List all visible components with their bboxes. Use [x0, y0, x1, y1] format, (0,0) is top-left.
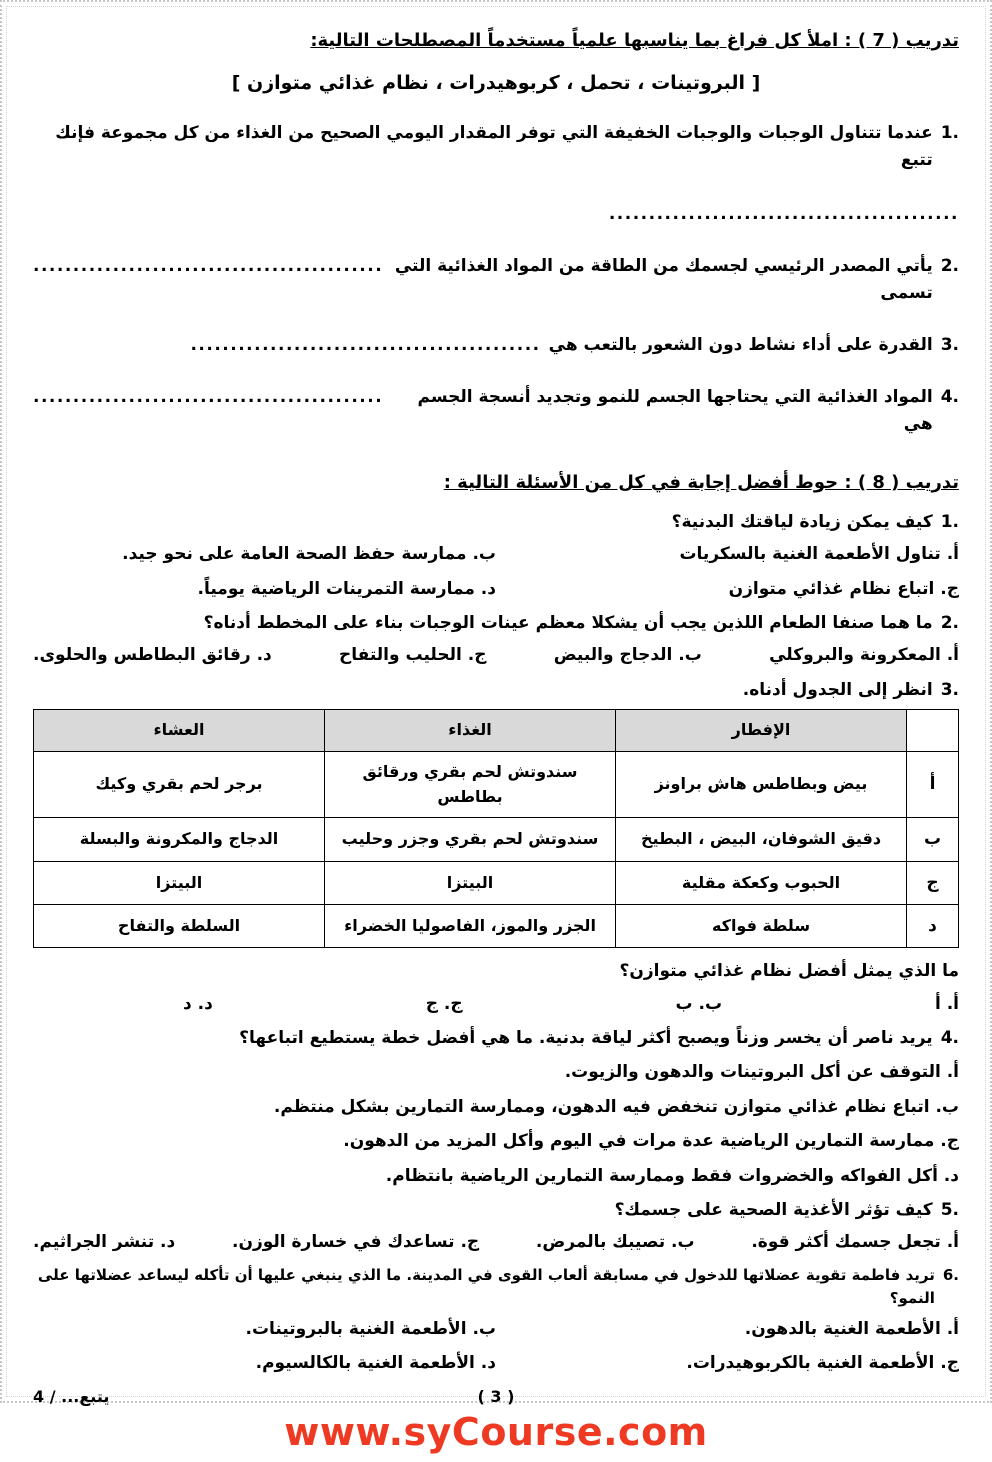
q5-option-a: أ. تجعل جسمك أكثر قوة. [751, 1232, 959, 1253]
cell-dinner: برجر لحم بقري وكيك [34, 751, 325, 818]
cell-lunch: الجزر والموز، الفاصوليا الخضراء [325, 905, 616, 948]
cell-dinner: السلطة والتفاح [34, 905, 325, 948]
q6-option-b: ب. الأطعمة الغنية بالبروتينات. [245, 1319, 496, 1340]
fill-item-2 [33, 253, 959, 306]
exercise8-section [33, 463, 959, 1385]
question-text: ما هما صنفا الطعام اللذين يجب أن يشكلا معظم عينات الوجبات بناء على المخطط أدناه؟ [203, 613, 933, 633]
q1-option-c: ج. اتباع نظام غذائي متوازن [728, 578, 959, 599]
question-4 [33, 1025, 959, 1051]
tq-option-b: ب. ب [675, 993, 723, 1014]
blank-line: ............................................ [190, 335, 541, 356]
question-2 [33, 610, 959, 636]
meals-table [33, 709, 959, 948]
exercise7-section [33, 23, 959, 463]
cell-dinner: البيتزا [34, 861, 325, 904]
fill-item-1 [33, 120, 959, 227]
q5-options [33, 1229, 959, 1255]
question-3 [33, 677, 959, 703]
table-corner-cell [907, 710, 959, 752]
column-lunch: الغذاء [325, 710, 616, 752]
question-number: 6. [942, 1265, 959, 1284]
row-label: ج [907, 861, 959, 904]
q6-option-a: أ. الأطعمة الغنية بالدهون. [744, 1319, 959, 1340]
q1-option-b: ب. ممارسة حفظ الصحة العامة على نحو جيد. [122, 544, 496, 565]
q4-option-d: د. أكل الفواكه والخضروات فقط وممارسة التمارين الرياضية بانتظام. [385, 1165, 959, 1186]
question-number: 3. [940, 679, 959, 700]
footer [33, 1385, 959, 1454]
fill-item-3 [33, 332, 959, 358]
watermark-site-name: www.syCourse.com [284, 1409, 708, 1454]
question-text: كيف يمكن زيادة لياقتك البدنية؟ [671, 511, 933, 532]
tq-option-a: أ. أ [934, 993, 959, 1014]
question-number: 1. [940, 511, 959, 532]
row-label: د [907, 905, 959, 948]
cell-breakfast: سلطة فواكه [616, 905, 907, 948]
question-number: 4. [940, 1028, 959, 1049]
exercise7-title: تدريب ( 7 ) : املأ كل فراغ بما يناسبها علمياً مستخدماً المصطلحات التالية: [310, 30, 959, 51]
table-row [34, 905, 959, 948]
tq-option-d: د. د [183, 993, 213, 1014]
exercise7-term-bank: [ البروتينات ، تحمل ، كربوهيدرات ، نظام غذائي متوازن ] [231, 71, 761, 94]
question-text: كيف تؤثر الأغذية الصحية على جسمك؟ [614, 1199, 933, 1220]
table-row [34, 751, 959, 818]
q2-option-d: د. رقائق البطاطس والحلوى. [33, 645, 272, 666]
q1-options-row-1 [33, 541, 959, 567]
exercise8-title: تدريب ( 8 ) : حوط أفضل إجابة في كل من الأسئلة التالية : [443, 472, 959, 494]
q5-option-c: ج. تساعدك في خسارة الوزن. [231, 1232, 480, 1253]
table-question-options [33, 991, 959, 1017]
table-header-row [34, 710, 959, 752]
blank-line: ............................................ [33, 256, 384, 277]
question-text: يريد ناصر أن يخسر وزناً ويصبح أكثر لياقة بدنية. ما هي أفضل خطة يستطيع اتباعها؟ [239, 1028, 933, 1049]
column-breakfast: الإفطار [616, 710, 907, 752]
cell-breakfast: دقيق الشوفان، البيض ، البطيخ [616, 818, 907, 861]
table-row [34, 861, 959, 904]
q6-option-c: ج. الأطعمة الغنية بالكربوهيدرات. [686, 1353, 959, 1374]
item-number: 2. [940, 256, 959, 277]
q6-option-d: د. الأطعمة الغنية بالكالسيوم. [255, 1353, 496, 1374]
row-label: أ [907, 751, 959, 818]
q2-option-c: ج. الحليب والتفاح [338, 645, 487, 666]
item-text: المواد الغذائية التي يحتاجها الجسم للنمو وتجديد أنسجة الجسم هي [417, 387, 933, 434]
q6-options-row-2 [33, 1350, 959, 1376]
question-1 [33, 509, 959, 535]
blank-line: ............................................ [608, 204, 959, 225]
q5-option-b: ب. تصيبك بالمرض. [535, 1232, 695, 1253]
page-number: ( 3 ) [477, 1386, 515, 1406]
q1-option-a: أ. تناول الأطعمة الغنية بالسكريات [679, 544, 959, 565]
question-5 [33, 1197, 959, 1223]
q2-option-b: ب. الدجاج والبيض [553, 645, 702, 666]
question-number: 5. [940, 1199, 959, 1220]
cell-lunch: سندوتش لحم بقري ورقائق بطاطس [325, 751, 616, 818]
cell-lunch: البيتزا [325, 861, 616, 904]
table-row [34, 818, 959, 861]
q4-option-b: ب. اتباع نظام غذائي متوازن تنخفض فيه الدهون، وممارسة التمارين بشكل منتظم. [273, 1096, 959, 1117]
question-text: تريد فاطمة تقوية عضلاتها للدخول في مسابقة ألعاب القوى في المدينة. ما الذي ينبغي عليها أن تأكله ليساعد عضلاتها على النمو؟ [37, 1265, 935, 1307]
item-text: القدرة على أداء نشاط دون الشعور بالتعب هي [548, 335, 933, 356]
blank-line: ............................................ [33, 387, 384, 408]
table-question: ما الذي يمثل أفضل نظام غذائي متوازن؟ [619, 961, 959, 982]
q1-option-d: د. ممارسة التمرينات الرياضية يومياً. [197, 578, 496, 599]
item-number: 1. [940, 123, 959, 144]
continuation-note: يتبع... / 4 [33, 1386, 110, 1406]
question-text: انظر إلى الجدول أدناه. [742, 679, 933, 700]
q2-options [33, 642, 959, 668]
q2-option-a: أ. المعكرونة والبروكلي [769, 645, 959, 666]
cell-dinner: الدجاج والمكرونة والبسلة [34, 818, 325, 861]
row-label: ب [907, 818, 959, 861]
item-text: يأتي المصدر الرئيسي لجسمك من الطاقة من المواد الغذائية التي تسمى [394, 256, 933, 303]
fill-item-4 [33, 384, 959, 437]
q5-option-d: د. تنشر الجراثيم. [33, 1232, 176, 1253]
item-text: عندما تتناول الوجبات والوجبات الخفيفة التي توفر المقدار اليومي الصحيح من الغذاء من كل مجموعة فإنك تتبع [55, 123, 933, 170]
cell-breakfast: بيض وبطاطس هاش براونز [616, 751, 907, 818]
item-number: 4. [940, 387, 959, 408]
item-number: 3. [940, 335, 959, 356]
q4-option-c: ج. ممارسة التمارين الرياضية عدة مرات في اليوم وأكل المزيد من الدهون. [343, 1131, 959, 1152]
cell-lunch: سندوتش لحم بقري وجزر وحليب [325, 818, 616, 861]
question-6 [33, 1264, 959, 1311]
q6-options-row-1 [33, 1316, 959, 1342]
column-dinner: العشاء [34, 710, 325, 752]
tq-option-c: ج. ج [425, 993, 463, 1014]
q1-options-row-2 [33, 576, 959, 602]
question-number: 2. [940, 613, 959, 633]
page-content [6, 6, 986, 1454]
cell-breakfast: الحبوب وكعكة مقلية [616, 861, 907, 904]
q4-option-a: أ. التوقف عن أكل البروتينات والدهون والزيوت. [564, 1062, 959, 1083]
